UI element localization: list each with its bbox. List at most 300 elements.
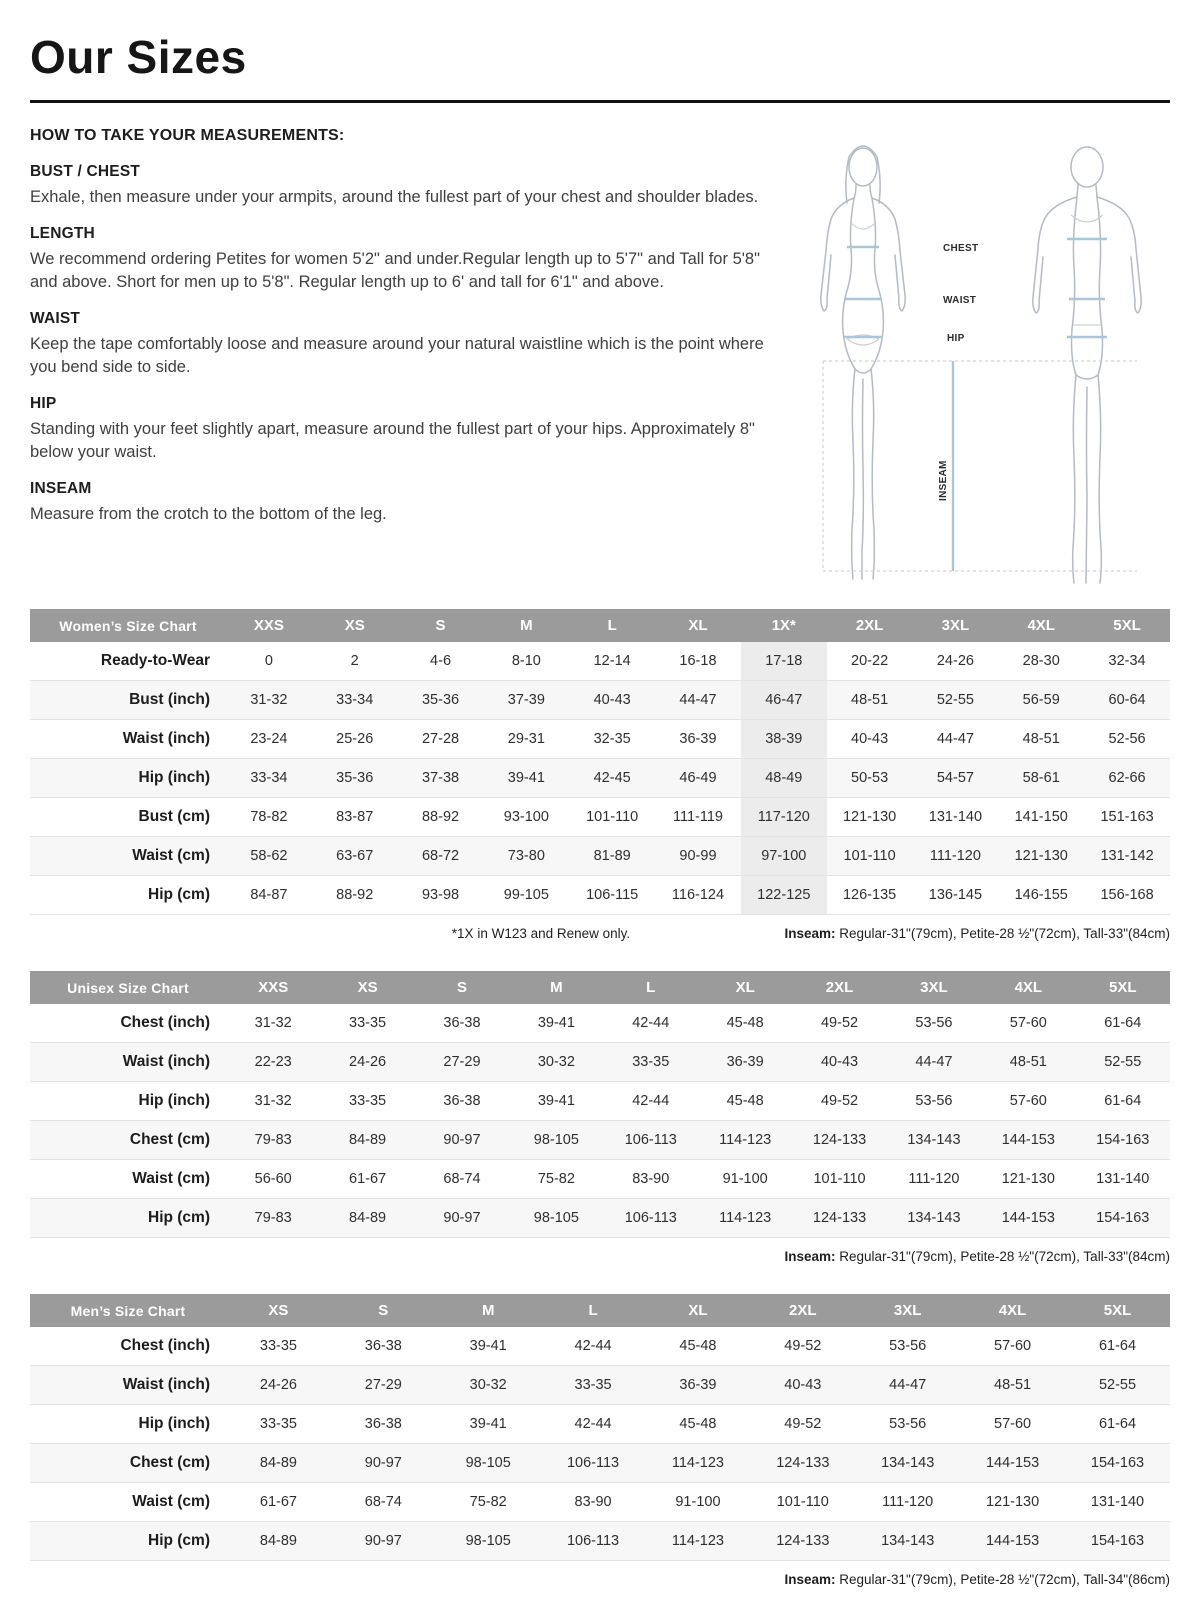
row-label: Bust (cm) [138, 808, 210, 825]
instruction-title: WAIST [30, 310, 81, 328]
table-cell: 50-53 [851, 770, 889, 786]
table-cell: 151-163 [1100, 809, 1154, 825]
table-cell: 27-29 [364, 1377, 402, 1393]
column-header: XS [312, 609, 398, 642]
table-cell: 37-38 [421, 770, 460, 786]
table-row [30, 1199, 1170, 1238]
table-cell: 30-32 [537, 1054, 575, 1070]
table-cell: 75-82 [537, 1171, 575, 1187]
table-cell: 73-80 [507, 848, 545, 864]
table-cell: 134-143 [881, 1533, 935, 1549]
inseam-note-label: Inseam: [784, 1572, 836, 1587]
table-row [30, 1366, 1170, 1405]
table-cell: 45-48 [679, 1338, 717, 1354]
table-cell: 48-51 [994, 1377, 1032, 1393]
table-cell: 53-56 [915, 1093, 953, 1109]
row-label: Chest (cm) [129, 1131, 210, 1148]
inseam-note: Inseam: Regular-31"(79cm), Petite-28 ½"(72cm), Tall-33"(84cm) [784, 926, 1170, 941]
table-cell: 27-28 [421, 731, 460, 747]
table-cell: 106-113 [566, 1455, 620, 1471]
table-cell: 61-64 [1104, 1015, 1142, 1031]
table-cell: 28-30 [1022, 653, 1060, 669]
size-table [30, 609, 1170, 915]
table-cell: 134-143 [907, 1210, 961, 1226]
column-header: 2XL [792, 971, 886, 1004]
table-cell: 61-64 [1098, 1338, 1137, 1354]
table-cell: 52-55 [1098, 1377, 1137, 1393]
table-cell: 44-47 [889, 1377, 927, 1393]
table-cell: 45-48 [726, 1093, 764, 1109]
table-cell: 39-41 [469, 1338, 507, 1354]
table-cell: 56-59 [1022, 692, 1060, 708]
table-cell: 8-10 [511, 653, 541, 669]
table-cell: 24-26 [259, 1377, 297, 1393]
column-header: M [436, 1294, 541, 1327]
row-label: Hip (inch) [138, 1415, 210, 1432]
instruction-section-waist [30, 310, 772, 378]
table-cell: 39-41 [537, 1015, 575, 1031]
table-cell: 68-72 [421, 848, 460, 864]
table-cell: 63-67 [336, 848, 374, 864]
table-cell: 156-168 [1100, 887, 1154, 903]
inseam-note-label: Inseam: [784, 926, 836, 941]
row-label: Waist (inch) [122, 1053, 210, 1070]
table-cell: 44-47 [679, 692, 717, 708]
table-footnotes [30, 926, 1170, 941]
instruction-body: Exhale, then measure under your armpits, around the fullest part of your chest and shoulder blades. [30, 188, 759, 206]
table-cell: 79-83 [254, 1132, 292, 1148]
column-header: 2XL [827, 609, 913, 642]
column-header: 4XL [960, 1294, 1065, 1327]
column-header: 1X* [741, 609, 827, 642]
table-cell: 111-119 [672, 809, 723, 825]
table-cell: 39-41 [537, 1093, 575, 1109]
table-cell: 141-150 [1014, 809, 1068, 825]
table-cell: 98-105 [465, 1455, 511, 1471]
column-header: 3XL [855, 1294, 960, 1327]
table-cell: 33-35 [632, 1054, 670, 1070]
column-header: M [509, 971, 603, 1004]
column-header: XL [646, 1294, 751, 1327]
column-header: L [569, 609, 655, 642]
table-cell: 124-133 [812, 1210, 867, 1226]
column-header: XS [226, 1294, 331, 1327]
table-header-row [30, 971, 1170, 1004]
table-cell: 36-38 [443, 1015, 481, 1031]
table-cell: 25-26 [336, 731, 374, 747]
table-cell: 131-140 [1096, 1171, 1150, 1187]
column-header: 5XL [1065, 1294, 1170, 1327]
table-cell: 144-153 [985, 1533, 1040, 1549]
table-cell: 83-90 [574, 1494, 612, 1510]
title-divider [30, 100, 1170, 103]
column-header: 5XL [1084, 609, 1170, 642]
instruction-body: Standing with your feet slightly apart, measure around the fullest part of your hips. Approximately 8" below your waist. [30, 420, 755, 461]
inseam-note: Inseam: Regular-31"(79cm), Petite-28 ½"(72cm), Tall-33"(84cm) [784, 1249, 1170, 1264]
table-cell: 49-52 [820, 1015, 859, 1031]
table-cell: 36-39 [726, 1054, 764, 1070]
table-cell: 42-45 [593, 770, 631, 786]
table-cell: 31-32 [250, 692, 288, 708]
column-header: 3XL [913, 609, 999, 642]
table-cell: 136-145 [928, 887, 983, 903]
table-cell: 144-153 [1001, 1132, 1055, 1148]
table-cell: 35-36 [421, 692, 460, 708]
page-title: Our Sizes [30, 31, 247, 83]
instruction-title: INSEAM [30, 480, 92, 498]
table-cell: 16-18 [679, 653, 717, 669]
column-header: XXS [226, 609, 312, 642]
table-cell: 121-130 [985, 1494, 1040, 1510]
table-cell: 154-163 [1090, 1455, 1145, 1471]
table-cell: 53-56 [889, 1338, 927, 1354]
table-cell: 33-35 [574, 1377, 612, 1393]
table-cell: 61-67 [349, 1171, 387, 1187]
column-header: 3XL [887, 971, 981, 1004]
table-cell: 144-153 [1001, 1210, 1055, 1226]
waist-label: WAIST [943, 295, 977, 306]
table-row [30, 1004, 1170, 1043]
table-cell: 36-39 [679, 731, 717, 747]
instruction-section-inseam [30, 480, 772, 525]
table-footnotes [30, 1249, 1170, 1264]
column-header: S [398, 609, 484, 642]
table-cell: 49-52 [820, 1093, 859, 1109]
table-cell: 144-153 [985, 1455, 1040, 1471]
measurement-figure [772, 125, 1170, 589]
table-cell: 131-140 [1090, 1494, 1145, 1510]
column-header: XXS [226, 971, 320, 1004]
table-row [30, 1082, 1170, 1121]
table-cell: 53-56 [915, 1015, 953, 1031]
table-cell: 101-110 [776, 1494, 829, 1510]
table-cell: 117-120 [741, 798, 827, 837]
table-cell: 27-29 [443, 1054, 481, 1070]
table-cell: 42-44 [632, 1093, 670, 1109]
table-cell: 134-143 [881, 1455, 935, 1471]
table-cell: 20-22 [851, 653, 889, 669]
row-label: Chest (cm) [129, 1454, 210, 1471]
table-cell: 131-140 [928, 809, 983, 825]
table-cell: 154-163 [1096, 1132, 1150, 1148]
table-cell: 101-110 [843, 848, 896, 864]
table-header-row [30, 609, 1170, 642]
table-cell: 58-61 [1022, 770, 1060, 786]
table-cell: 49-52 [784, 1338, 822, 1354]
footnote: *1X in W123 and Renew only. [451, 926, 631, 941]
table-row [30, 1121, 1170, 1160]
table-cell: 23-24 [250, 731, 288, 747]
table-cell: 36-39 [679, 1377, 717, 1393]
table-cell: 98-105 [533, 1132, 579, 1148]
table-cell: 90-97 [364, 1455, 402, 1471]
table-cell: 57-60 [994, 1416, 1032, 1432]
table-row [30, 837, 1170, 876]
row-label: Hip (inch) [138, 1092, 210, 1109]
table-cell: 121-130 [842, 809, 897, 825]
table-cell: 84-87 [250, 887, 288, 903]
table-cell: 122-125 [741, 876, 827, 915]
table-cell: 52-55 [936, 692, 974, 708]
inseam-note: Inseam: Regular-31"(79cm), Petite-28 ½"(72cm), Tall-34"(86cm) [784, 1572, 1170, 1587]
table-cell: 114-123 [719, 1210, 772, 1226]
size-table [30, 971, 1170, 1238]
table-cell: 45-48 [726, 1015, 764, 1031]
row-label: Waist (cm) [132, 1493, 210, 1510]
table-header-row [30, 1294, 1170, 1327]
table-cell: 40-43 [820, 1054, 859, 1070]
instruction-title: LENGTH [30, 225, 95, 243]
column-header: XL [698, 971, 792, 1004]
table-cell: 99-105 [503, 887, 549, 903]
instruction-body: Keep the tape comfortably loose and measure around your natural waistline which is the point where you bend side to side. [30, 335, 764, 376]
table-cell: 33-35 [259, 1416, 297, 1432]
table-cell: 154-163 [1090, 1533, 1145, 1549]
table-cell: 98-105 [465, 1533, 511, 1549]
table-cell: 68-74 [443, 1171, 481, 1187]
table-cell: 52-55 [1104, 1054, 1142, 1070]
table-title: Men’s Size Chart [30, 1294, 226, 1327]
table-cell: 40-43 [784, 1377, 822, 1393]
table-cell: 101-110 [586, 809, 639, 825]
table-row [30, 759, 1170, 798]
table-cell: 114-123 [671, 1533, 724, 1549]
table-cell: 131-142 [1100, 848, 1154, 864]
table-cell: 90-97 [443, 1132, 481, 1148]
table-cell: 36-38 [443, 1093, 481, 1109]
table-cell: 40-43 [593, 692, 631, 708]
table-cell: 126-135 [842, 887, 897, 903]
instruction-title: BUST / CHEST [30, 163, 141, 180]
inseam-label: INSEAM [938, 460, 949, 501]
table-row [30, 1483, 1170, 1522]
row-label: Chest (inch) [120, 1337, 210, 1354]
table-cell: 88-92 [421, 809, 460, 825]
table-cell: 61-67 [259, 1494, 297, 1510]
column-header: XL [655, 609, 741, 642]
table-row [30, 1444, 1170, 1483]
column-header: 4XL [981, 971, 1075, 1004]
table-cell: 98-105 [533, 1210, 579, 1226]
table-cell: 106-113 [624, 1132, 677, 1148]
row-label: Bust (inch) [129, 691, 210, 708]
hip-label: HIP [947, 333, 965, 344]
table-title: Women’s Size Chart [30, 609, 226, 642]
table-row [30, 1043, 1170, 1082]
table-cell: 97-100 [741, 837, 827, 876]
instruction-section-bust-chest [30, 163, 772, 208]
table-cell: 53-56 [889, 1416, 927, 1432]
table-cell: 111-120 [882, 1494, 934, 1510]
column-header: 4XL [998, 609, 1084, 642]
body-measurement-diagram-image [780, 127, 1170, 589]
table-cell: 22-23 [254, 1054, 292, 1070]
table-row [30, 720, 1170, 759]
row-label: Hip (inch) [138, 769, 210, 786]
table-cell: 114-123 [671, 1455, 724, 1471]
table-row [30, 798, 1170, 837]
table-footnotes [30, 1572, 1170, 1587]
table-cell: 111-120 [908, 1171, 960, 1187]
chest-label: CHEST [943, 243, 979, 254]
table-cell: 36-38 [364, 1338, 402, 1354]
table-cell: 121-130 [1001, 1171, 1055, 1187]
table-cell: 39-41 [469, 1416, 507, 1432]
table-cell: 88-92 [336, 887, 374, 903]
measurement-instructions [30, 125, 1170, 589]
size-table-block [30, 609, 1170, 941]
table-cell: 84-89 [259, 1533, 297, 1549]
table-cell: 33-35 [349, 1093, 387, 1109]
table-cell: 48-49 [741, 759, 827, 798]
table-row [30, 1522, 1170, 1561]
table-cell: 91-100 [675, 1494, 721, 1510]
table-cell: 12-14 [593, 653, 631, 669]
table-cell: 36-38 [364, 1416, 402, 1432]
table-row [30, 1327, 1170, 1366]
table-cell: 106-115 [586, 887, 639, 903]
table-cell: 68-74 [364, 1494, 402, 1510]
row-label: Waist (inch) [122, 730, 210, 747]
table-cell: 52-56 [1108, 731, 1146, 747]
column-header: L [604, 971, 698, 1004]
table-cell: 58-62 [250, 848, 288, 864]
size-table [30, 1294, 1170, 1561]
table-cell: 93-98 [421, 887, 460, 903]
table-cell: 17-18 [741, 642, 827, 681]
table-cell: 57-60 [1009, 1015, 1047, 1031]
table-cell: 62-66 [1108, 770, 1146, 786]
table-cell: 42-44 [574, 1416, 612, 1432]
table-cell: 45-48 [679, 1416, 717, 1432]
instruction-section-length [30, 225, 772, 293]
table-cell: 101-110 [813, 1171, 866, 1187]
column-header: S [415, 971, 509, 1004]
column-header: S [331, 1294, 436, 1327]
instructions-heading: HOW TO TAKE YOUR MEASUREMENTS: [30, 127, 345, 144]
table-cell: 49-52 [784, 1416, 822, 1432]
table-cell: 83-90 [632, 1171, 670, 1187]
table-cell: 33-34 [250, 770, 288, 786]
row-label: Hip (cm) [148, 1532, 210, 1549]
table-cell: 124-133 [776, 1533, 830, 1549]
row-label: Hip (cm) [148, 886, 210, 903]
table-cell: 38-39 [741, 720, 827, 759]
table-cell: 44-47 [915, 1054, 953, 1070]
table-cell: 46-47 [741, 681, 827, 720]
table-cell: 83-87 [336, 809, 374, 825]
instructions-text-column [30, 125, 772, 543]
table-cell: 2 [350, 653, 359, 669]
row-label: Chest (inch) [120, 1014, 210, 1031]
table-cell: 33-35 [349, 1015, 387, 1031]
table-cell: 42-44 [574, 1338, 612, 1354]
table-cell: 84-89 [349, 1210, 387, 1226]
table-row [30, 681, 1170, 720]
table-row [30, 1405, 1170, 1444]
table-cell: 56-60 [254, 1171, 292, 1187]
instruction-section-hip [30, 395, 772, 463]
table-cell: 146-155 [1014, 887, 1068, 903]
table-cell: 124-133 [776, 1455, 830, 1471]
table-cell: 39-41 [507, 770, 545, 786]
instruction-body: We recommend ordering Petites for women 5'2" and under.Regular length up to 5'7" and Tall for 5'8" and above. Short for men up to 5'8". Regular length up to 6' and tall for 6'1" and above. [30, 250, 760, 291]
table-cell: 40-43 [851, 731, 889, 747]
table-cell: 111-120 [929, 848, 981, 864]
table-cell: 90-97 [364, 1533, 402, 1549]
size-table-block [30, 1294, 1170, 1587]
table-cell: 61-64 [1098, 1416, 1137, 1432]
table-cell: 54-57 [936, 770, 974, 786]
table-cell: 116-124 [671, 887, 725, 903]
row-label: Hip (cm) [148, 1209, 210, 1226]
table-cell: 32-34 [1108, 653, 1146, 669]
size-tables [30, 609, 1170, 1587]
table-cell: 24-26 [349, 1054, 387, 1070]
table-cell: 61-64 [1104, 1093, 1142, 1109]
table-cell: 84-89 [259, 1455, 297, 1471]
instruction-title: HIP [30, 395, 57, 413]
table-cell: 90-99 [679, 848, 717, 864]
table-cell: 57-60 [994, 1338, 1032, 1354]
table-cell: 24-26 [936, 653, 974, 669]
table-cell: 0 [264, 653, 273, 669]
column-header: 5XL [1076, 971, 1170, 1004]
column-header: M [483, 609, 569, 642]
table-cell: 30-32 [469, 1377, 507, 1393]
table-cell: 84-89 [349, 1132, 387, 1148]
table-cell: 33-34 [336, 692, 374, 708]
table-cell: 46-49 [679, 770, 717, 786]
table-cell: 154-163 [1096, 1210, 1150, 1226]
table-cell: 31-32 [254, 1093, 292, 1109]
table-row [30, 876, 1170, 915]
row-label: Waist (cm) [132, 1170, 210, 1187]
table-cell: 31-32 [254, 1015, 292, 1031]
table-cell: 48-51 [851, 692, 889, 708]
row-label: Waist (inch) [122, 1376, 210, 1393]
row-label: Ready-to-Wear [100, 652, 210, 669]
table-cell: 60-64 [1108, 692, 1146, 708]
table-cell: 121-130 [1014, 848, 1068, 864]
table-cell: 37-39 [507, 692, 545, 708]
table-row [30, 1160, 1170, 1199]
table-cell: 90-97 [443, 1210, 481, 1226]
table-cell: 124-133 [812, 1132, 867, 1148]
row-label: Waist (cm) [132, 847, 210, 864]
table-cell: 75-82 [469, 1494, 507, 1510]
table-cell: 57-60 [1009, 1093, 1047, 1109]
size-table-block [30, 971, 1170, 1264]
table-cell: 81-89 [593, 848, 631, 864]
table-cell: 134-143 [907, 1132, 961, 1148]
table-cell: 114-123 [719, 1132, 772, 1148]
instruction-body: Measure from the crotch to the bottom of the leg. [30, 505, 387, 524]
table-cell: 93-100 [503, 809, 549, 825]
column-header: 2XL [750, 1294, 855, 1327]
table-cell: 32-35 [593, 731, 631, 747]
table-row [30, 642, 1170, 681]
column-header: XS [320, 971, 414, 1004]
table-cell: 48-51 [1009, 1054, 1047, 1070]
column-header: L [541, 1294, 646, 1327]
table-title: Unisex Size Chart [30, 971, 226, 1004]
table-cell: 106-113 [624, 1210, 677, 1226]
table-cell: 79-83 [254, 1210, 292, 1226]
table-cell: 42-44 [632, 1015, 670, 1031]
table-cell: 35-36 [336, 770, 374, 786]
table-cell: 4-6 [430, 653, 452, 669]
